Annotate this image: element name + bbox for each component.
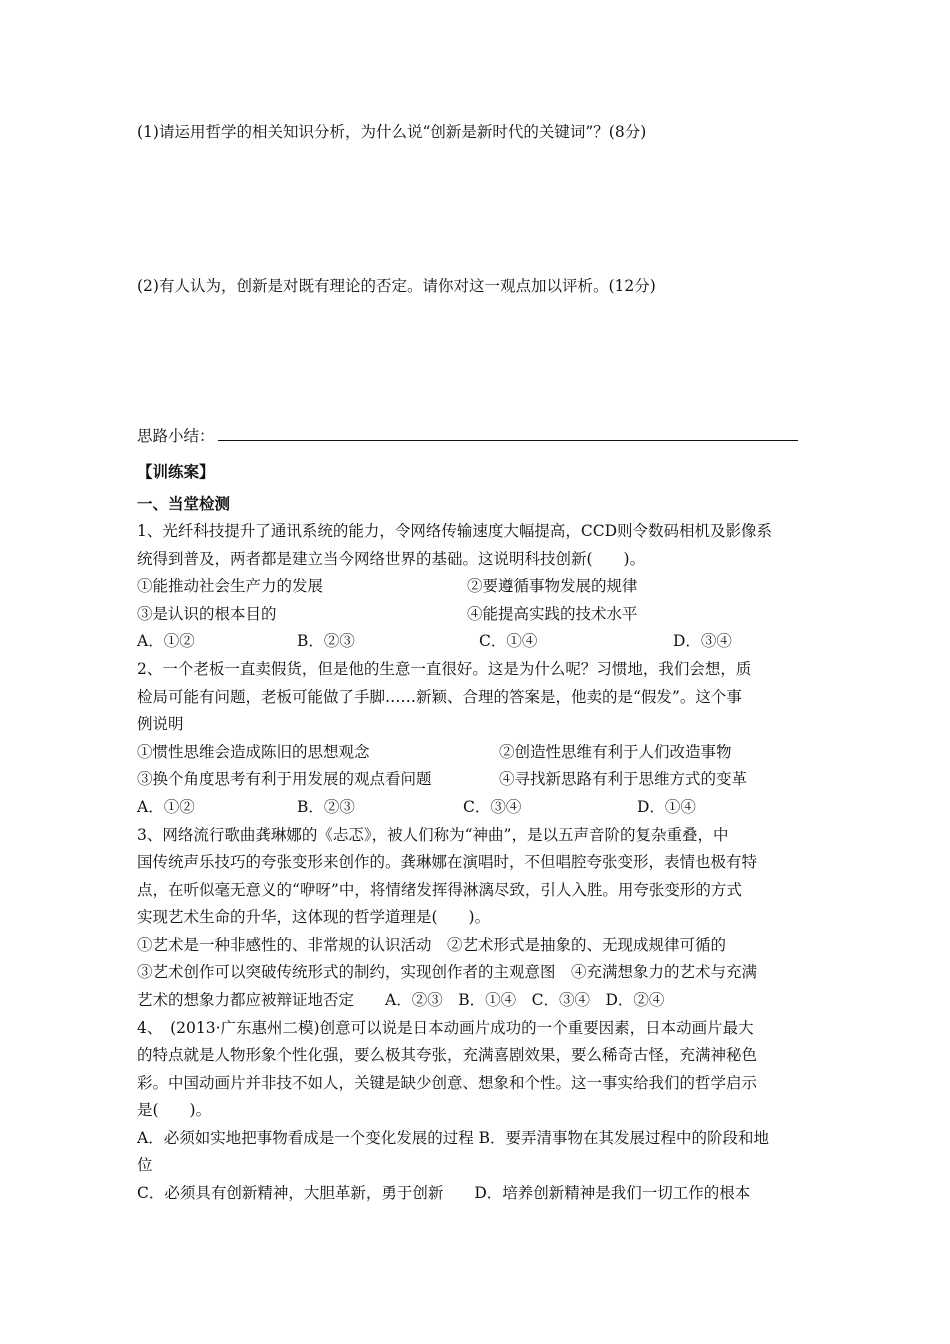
p2-choice-d: D．①④: [637, 798, 696, 816]
p4-line-6: 位: [137, 1156, 153, 1174]
p4-stem-line-3: 彩。中国动画片并非技不如人，关键是缺少创意、想象和个性。这一事实给我们的哲学启示: [137, 1074, 758, 1092]
p1-stem-line-1: 1、光纤科技提升了通讯系统的能力，令网络传输速度大幅提高，CCD则令数码相机及影像系: [137, 522, 773, 540]
p3-stem-line-4: 实现艺术生命的升华，这体现的哲学道理是( )。: [137, 908, 491, 926]
p4-stem-line-1: 4、 (2013·广东惠州二模)创意可以说是日本动画片成功的一个重要因素，日本动画片最大: [137, 1019, 754, 1037]
summary-answer-line[interactable]: [218, 440, 798, 441]
p1-stem-line-2: 统得到普及，两者都是建立当今网络世界的基础。这说明科技创新( )。: [137, 550, 646, 568]
training-title: 【训练案】: [137, 463, 215, 481]
p1-choice-c: C．①④: [479, 632, 538, 650]
p3-stem-line-2: 国传统声乐技巧的夸张变形来创作的。龚琳娜在演唱时，不但唱腔夸张变形，表情也极有特: [137, 853, 758, 871]
p4-stem-line-4: 是( )。: [137, 1101, 212, 1119]
p3-stem-line-1: 3、网络流行歌曲龚琳娜的《忐忑》，被人们称为“神曲”，是以五声音阶的复杂重叠，中: [137, 826, 729, 844]
p1-choice-a: A．①②: [137, 632, 195, 650]
p1-choice-b: B．②③: [297, 632, 355, 650]
p2-stem-line-1: 2、一个老板一直卖假货，但是他的生意一直很好。这是为什么呢？习惯地，我们会想，质: [137, 660, 752, 678]
p3-stem-line-3: 点，在听似毫无意义的“咿呀”中，将情绪发挥得淋漓尽致，引人入胜。用夸张变形的方式: [137, 881, 742, 899]
p2-choice-b: B．②③: [297, 798, 355, 816]
p2-option-2: ②创造性思维有利于人们改造事物: [499, 743, 732, 761]
p2-option-1: ①惯性思维会造成陈旧的思想观念: [137, 743, 370, 761]
p3-line-6: ③艺术创作可以突破传统形式的制约，实现创作者的主观意图 ④充满想象力的艺术与充满: [137, 963, 758, 981]
p4-line-7: C．必须具有创新精神，大胆革新，勇于创新 D．培养创新精神是我们一切工作的根本: [137, 1184, 751, 1202]
p4-line-5: A．必须如实地把事物看成是一个变化发展的过程 B．要弄清事物在其发展过程中的阶段和地: [137, 1129, 770, 1147]
p2-option-3: ③换个角度思考有利于用发展的观点看问题: [137, 770, 432, 788]
p1-option-4: ④能提高实践的技术水平: [467, 605, 638, 623]
p1-choice-d: D．③④: [673, 632, 732, 650]
p2-choice-c: C．③④: [463, 798, 522, 816]
p1-option-1: ①能推动社会生产力的发展: [137, 577, 324, 595]
summary-label: 思路小结：: [137, 427, 215, 445]
p1-option-3: ③是认识的根本目的: [137, 605, 277, 623]
section-title: 一、当堂检测: [137, 495, 231, 513]
p2-option-4: ④寻找新思路有利于思维方式的变革: [499, 770, 748, 788]
p2-stem-line-3: 例说明: [137, 715, 184, 733]
p3-line-5: ①艺术是一种非感性的、非常规的认识活动 ②艺术形式是抽象的、无现成规律可循的: [137, 936, 727, 954]
p4-stem-line-2: 的特点就是人物形象个性化强，要么极其夸张，充满喜剧效果，要么稀奇古怪，充满神秘色: [137, 1046, 758, 1064]
p2-choice-a: A．①②: [137, 798, 195, 816]
p1-option-2: ②要遵循事物发展的规律: [467, 577, 638, 595]
question-2: (2)有人认为，创新是对既有理论的否定。请你对这一观点加以评析。(12分): [137, 277, 656, 295]
p3-line-7: 艺术的想象力都应被辩证地否定 A．②③ B．①④ C．③④ D．②④: [137, 991, 665, 1009]
question-1: (1)请运用哲学的相关知识分析，为什么说“创新是新时代的关键词”？(8分): [137, 123, 647, 141]
p2-stem-line-2: 检局可能有问题，老板可能做了手脚……新颖、合理的答案是，他卖的是“假发”。这个事: [137, 688, 742, 706]
